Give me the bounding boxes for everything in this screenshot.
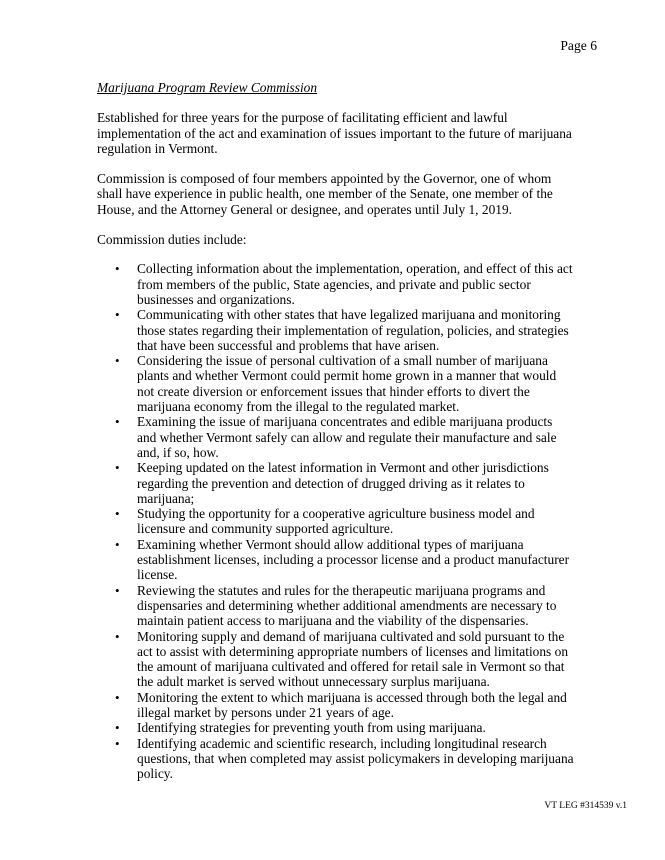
bullet-icon: • <box>115 582 120 598</box>
duty-item <box>97 414 575 460</box>
duty-text: Reviewing the statutes and rules for the therapeutic marijuana programs and dispensaries and determining whether additional amendments are necessary to maintain patient access to marijuana and the viability of the dispensaries. <box>137 582 557 629</box>
duty-text: Communicating with other states that have legalized marijuana and monitoring those states regarding their implementation of regulation, policies, and strategies that have been successful and problems that have arisen. <box>137 307 569 353</box>
duty-text: Identifying strategies for preventing youth from using marijuana. <box>137 720 486 736</box>
duty-item <box>97 629 575 690</box>
duty-text: Examining the issue of marijuana concentrates and edible marijuana products and whether Vermont safely can allow and regulate their manufacture and sale and, if so, how. <box>137 414 557 460</box>
duty-text: Keeping updated on the latest information in Vermont and other jurisdictions regarding the prevention and detection of drugged driving as it relates to marijuana; <box>137 460 549 506</box>
duty-item <box>97 506 575 537</box>
bullet-icon: • <box>115 261 120 277</box>
duty-item <box>97 460 575 506</box>
duty-item <box>97 583 575 629</box>
composition-paragraph: Commission is composed of four members appointed by the Governor, one of whom shall have experience in public health, one member of the Senate, one member of the House, and the Attorney General or designee, and operates until July 1, 2019. <box>97 171 553 217</box>
duty-item <box>97 307 575 353</box>
bullet-icon: • <box>115 506 120 522</box>
bullet-icon: • <box>115 628 120 644</box>
duty-text: Identifying academic and scientific research, including longitudinal research questions, that when completed may assist policymakers in developing marijuana policy. <box>137 735 574 782</box>
bullet-icon: • <box>115 353 120 369</box>
bullet-icon: • <box>115 689 120 705</box>
duty-item <box>97 261 575 307</box>
purpose-paragraph: Established for three years for the purpose of facilitating efficient and lawful implementation of the act and examination of issues important to the future of marijuana regulation in Vermont. <box>97 110 572 156</box>
document-footer: VT LEG #314539 v.1 <box>544 801 627 811</box>
duties-intro: Commission duties include: <box>97 232 247 248</box>
section-heading: Marijuana Program Review Commission <box>97 80 318 95</box>
duty-text: Studying the opportunity for a cooperative agriculture business model and licensure and community supported agriculture. <box>137 506 535 537</box>
duty-text: Monitoring the extent to which marijuana is accessed through both the legal and illegal market by persons under 21 years of age. <box>137 689 567 720</box>
bullet-icon: • <box>115 536 120 552</box>
duty-item <box>97 353 575 414</box>
duty-text: Monitoring supply and demand of marijuana cultivated and sold pursuant to the act to assist with determining appropriate numbers of licenses and limitations on the amount of marijuana cultivated and offered for retail sale in Vermont so that the adult market is served without unnecessary surplus marijuana. <box>137 628 569 690</box>
bullet-icon: • <box>115 460 120 476</box>
duty-item <box>97 720 575 735</box>
page-content <box>97 80 575 781</box>
duty-item <box>97 690 575 721</box>
duty-text: Collecting information about the implementation, operation, and effect of this act from members of the public, State agencies, and private and public sector businesses and organizations. <box>137 261 573 307</box>
duty-item <box>97 736 575 782</box>
bullet-icon: • <box>115 307 120 323</box>
bullet-icon: • <box>115 720 120 736</box>
duty-text: Considering the issue of personal cultivation of a small number of marijuana plants and whether Vermont could permit home grown in a manner that would not create diversion or enforcement issues that hinder efforts to divert the marijuana economy from the illegal to the regulated market. <box>137 353 557 415</box>
page-number: Page 6 <box>560 38 597 53</box>
bullet-icon: • <box>115 414 120 430</box>
duties-list <box>97 261 575 781</box>
duty-text: Examining whether Vermont should allow additional types of marijuana establishment licenses, including a processor license and a product manufacturer license. <box>137 536 570 583</box>
duty-item <box>97 537 575 583</box>
bullet-icon: • <box>115 735 120 751</box>
